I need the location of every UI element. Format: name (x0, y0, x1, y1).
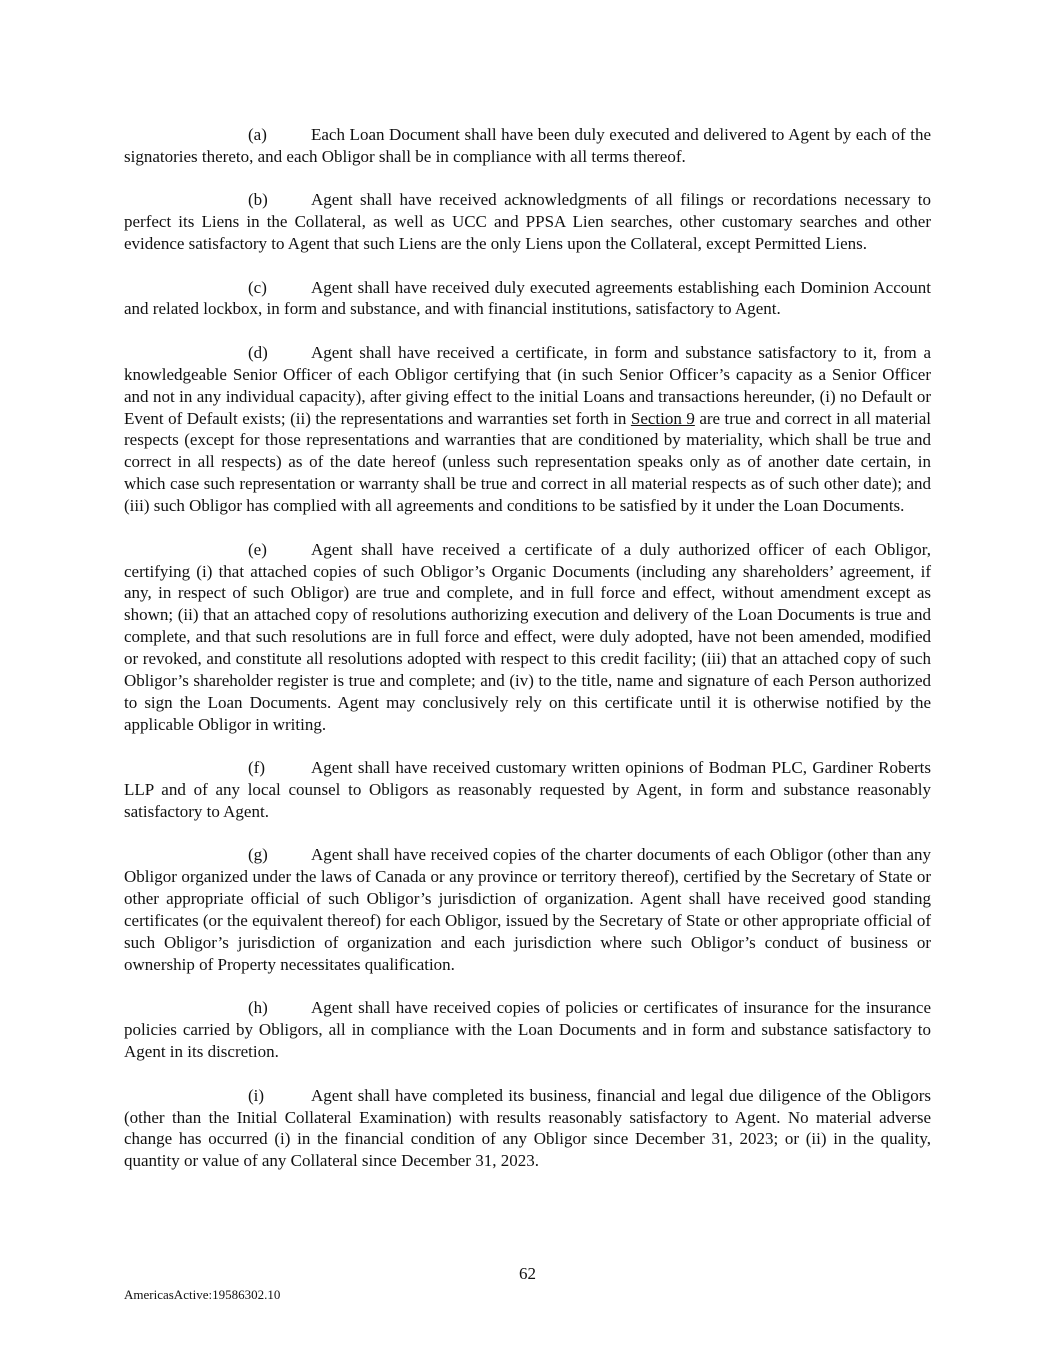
paragraph-label: (a) (248, 125, 267, 144)
paragraph-label: (i) (248, 1085, 265, 1105)
paragraph-text: Agent shall have received duly executed agreements establishing each Dominion Account and related lockbox, in form and substance, and with financial institutions, satisfactory to Agent. (124, 277, 931, 319)
paragraph-c (124, 277, 931, 321)
document-id: AmericasActive:19586302.10 (124, 1287, 281, 1302)
paragraph-text: Agent shall have received copies of policies or certificates of insurance for the insurance policies carried by Obligors, all in compliance with the Loan Documents and in form and substance satisfactory to Agent in its discretion. (124, 998, 931, 1062)
document-body (124, 124, 931, 1194)
paragraph-label: (c) (248, 277, 267, 297)
paragraph-g (124, 844, 931, 975)
paragraph-label: (e) (248, 539, 267, 559)
section-reference-link[interactable]: Section 9 (630, 408, 695, 428)
paragraph-f (124, 757, 931, 823)
paragraph-label: (h) (248, 998, 268, 1018)
paragraph-text: Agent shall have completed its business, financial and legal due diligence of the Obligors (other than the Initial Collateral Examination) with results reasonably satisfactory to Agent. No material adverse change has occurred (i) in the financial condition of any Obligor since December 31, 2023; or (ii) in the quality, quantity or value of any Collateral since December 31, 2023. (124, 1085, 931, 1171)
paragraph-e (124, 539, 931, 736)
paragraph-d (124, 342, 931, 517)
paragraph-text: Agent shall have received copies of the charter documents of each Obligor (other than any Obligor organized under the laws of Canada or any province or territory thereof), certified by the Secretary of State or other appropriate official of such Obligor’s jurisdiction of organization. Agent shall have received good standing certificates (or the equivalent thereof) for each Obligor, issued by the Secretary of State or other appropriate official of such Obligor’s jurisdiction of organization and each jurisdiction where such Obligor’s conduct of business or ownership of Property necessitates qualification. (124, 845, 931, 974)
paragraph-text: are true and correct in all material respects (except for those representations and warranties that are conditioned by materiality, which shall be true and correct in all respects) as of the date hereof (unless such representation speaks only as of another date certain, in which case such representation or warranty shall be true and correct in all material respects as of such other date); and (iii) such Obligor has complied with all agreements and conditions to be satisfied by it under the Loan Documents. (124, 408, 931, 516)
paragraph-label: (f) (248, 758, 265, 778)
paragraph-text: Agent shall have received a certificate, in form and substance satisfactory to it, from a knowledgeable Senior Officer of each Obligor certifying that (in such Senior Officer’s capacity as a Senior Officer and not in any individual capacity), after giving effect to the initial Loans and transactions hereunder, (i) no Default or Event of Default exists; (ii) the representations and warranties set forth in (124, 342, 931, 428)
paragraph-text: Agent shall have received a certificate of a duly authorized officer of each Obligor, certifying (i) that attached copies of such Obligor’s Organic Documents (including any shareholders’ agreement, if any, in respect of such Obligor) are true and complete, and in full force and effect, without amendment except as shown; (ii) that an attached copy of resolutions authorizing execution and delivery of the Loan Documents is true and complete, and that such resolutions are in full force and effect, were duly adopted, have not been amended, modified or revoked, and constitute all resolutions adopted with respect to this credit facility; (iii) that an attached copy of such Obligor’s shareholder register is true and complete; and (iv) to the title, name and signature of each Person authorized to sign the Loan Documents. Agent may conclusively rely on this certificate until it is otherwise notified by the applicable Obligor in writing. (124, 539, 931, 734)
paragraph-b (124, 189, 931, 255)
paragraph-text: Agent shall have received acknowledgments of all filings or recordations necessary to perfect its Liens in the Collateral, as well as UCC and PPSA Lien searches, other customary searches and other evidence satisfactory to Agent that such Liens are the only Liens upon the Collateral, except Permitted Liens. (124, 190, 931, 254)
paragraph-label: (d) (248, 342, 268, 362)
paragraph-text: Each Loan Document shall have been duly executed and delivered to Agent by each of the signatories thereto, and each Obligor shall be in compliance with all terms thereof. (124, 125, 931, 166)
paragraph-text: Agent shall have received customary written opinions of Bodman PLC, Gardiner Roberts LLP and of any local counsel to Obligors as reasonably requested by Agent, in form and substance reasonably satisfactory to Agent. (124, 758, 931, 822)
paragraph-h (124, 997, 931, 1063)
page-number: 62 (519, 1264, 536, 1283)
paragraph-i (124, 1085, 931, 1173)
paragraph-label: (g) (248, 845, 268, 865)
paragraph-a (124, 124, 931, 168)
paragraph-label: (b) (248, 190, 268, 210)
